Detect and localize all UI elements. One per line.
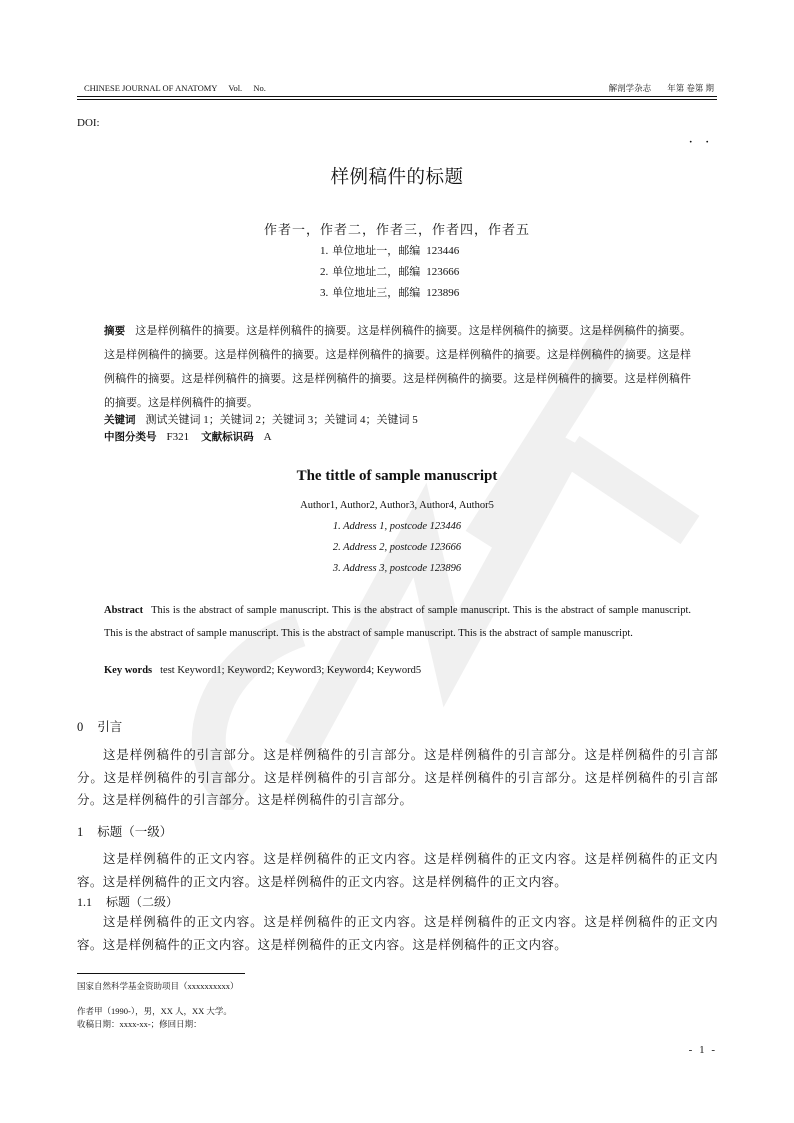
cn-keywords (104, 412, 418, 428)
affiliation-postcode: 123896 (426, 287, 460, 299)
running-header (77, 82, 717, 94)
affiliation-address: 单位地址一，邮编 (332, 245, 421, 257)
cn-abstract (104, 319, 691, 415)
cn-title: 样例稿件的标题 (330, 167, 464, 188)
clc-value: F321 (166, 431, 190, 443)
section-paragraph: 这是样例稿件的正文内容。这是样例稿件的正文内容。这是样例稿件的正文内容。这是样例稿件的正文内容。这是样例稿件的正文内容。这是样例稿件的正文内容。这是样例稿件的正文内容。 (77, 852, 718, 889)
cn-affiliation (320, 242, 459, 258)
footnote-author-bio: 作者甲（1990-），男，XX 人，XX 大学。 (77, 1006, 232, 1016)
en-affiliation: 3. Address 3, postcode 123896 (332, 563, 462, 574)
cn-classification (104, 429, 272, 445)
doc-code-label: 文献标识码 (201, 431, 254, 443)
section-paragraph: 这是样例稿件的引言部分。这是样例稿件的引言部分。这是样例稿件的引言部分。这是样例稿件的引言部分。这是样例稿件的引言部分。这是样例稿件的引言部分。这是样例稿件的引言部分。这是样例稿件的引言部分。这是样例稿件的引言部分。这是样例稿件的引言部分。 (77, 748, 718, 807)
subsection-heading (77, 893, 178, 910)
subsection-paragraph: 这是样例稿件的正文内容。这是样例稿件的正文内容。这是样例稿件的正文内容。这是样例稿件的正文内容。这是样例稿件的正文内容。这是样例稿件的正文内容。这是样例稿件的正文内容。 (77, 915, 718, 952)
header-rule-thick (77, 96, 717, 97)
journal-name-en: CHINESE JOURNAL OF ANATOMY (84, 83, 218, 93)
en-keywords-label: Key words (104, 665, 153, 676)
doi-label: DOI: (77, 117, 100, 129)
cn-affiliation (320, 263, 459, 279)
en-abstract-label: Abstract (104, 605, 144, 616)
affiliation-number: 1. (320, 245, 329, 257)
section-title: 引言 (97, 719, 123, 734)
running-header-right (595, 82, 714, 94)
section-number: 1 (77, 825, 84, 839)
journal-name-cn: 解剖学杂志 (608, 83, 652, 93)
section-title: 标题（一级） (97, 824, 173, 839)
affiliation-number: 3. (320, 287, 329, 299)
section-heading (77, 822, 172, 840)
affiliation-postcode: 123666 (426, 266, 460, 278)
footnote-funding: 国家自然科学基金资助项目（xxxxxxxxxx） (77, 981, 239, 991)
header-rule-thin (77, 99, 717, 100)
en-keywords-text: test Keyword1; Keyword2; Keyword3; Keyword4; Keyword5 (160, 665, 422, 676)
cn-authors: 作者一，作者二，作者三，作者四，作者五 (263, 222, 530, 237)
en-affiliation: 2. Address 2, postcode 123666 (332, 542, 462, 553)
volume-label: Vol. (228, 83, 243, 93)
en-abstract (104, 600, 691, 645)
running-header-left (84, 82, 275, 94)
cn-keywords-label: 关键词 (104, 414, 136, 426)
cn-abstract-text: 这是样例稿件的摘要。这是样例稿件的摘要。这是样例稿件的摘要。这是样例稿件的摘要。这是样例稿件的摘要。这是样例稿件的摘要。这是样例稿件的摘要。这是样例稿件的摘要。这是样例稿件的摘要。这是样例稿件的摘要。这是样例稿件的摘要。这是样例稿件的摘要。这是样例稿件的摘要。这是样例稿件的摘要。这是样例稿件的摘要。这是样例稿件的摘要。这是样例稿件的摘要。 (104, 325, 692, 409)
footnote-rule (77, 973, 245, 974)
en-title: The tittle of sample manuscript (296, 468, 498, 484)
doc-code-value: A (263, 431, 272, 443)
section-number: 0 (77, 720, 84, 734)
en-abstract-text: This is the abstract of sample manuscript. This is the abstract of sample manuscript. This is the abstract of sample manuscript. This is the abstract of sample manuscript. This is the abstract of sample manuscript. This is the abstract of sample manuscript. (104, 605, 691, 639)
en-authors: Author1, Author2, Author3, Author4, Author5 (300, 500, 494, 511)
en-keywords (104, 665, 421, 676)
top-right-marks: · · (688, 136, 714, 148)
affiliation-address: 单位地址二，邮编 (332, 266, 421, 278)
cn-abstract-label: 摘要 (104, 325, 126, 337)
affiliation-number: 2. (320, 266, 329, 278)
affiliation-address: 单位地址三，邮编 (332, 287, 421, 299)
affiliation-postcode: 123446 (426, 245, 460, 257)
issue-info-cn: 年第 卷第 期 (667, 83, 714, 93)
cn-keywords-text: 测试关键词 1；关键词 2；关键词 3；关键词 4；关键词 5 (145, 414, 418, 426)
section-heading (77, 717, 122, 735)
issue-label: No. (253, 83, 266, 93)
cn-affiliation (320, 284, 459, 300)
subsection-number: 1.1 (77, 895, 92, 909)
subsection-title: 标题（二级） (106, 895, 179, 909)
footnote-dates: 收稿日期：xxxx-xx-；修回日期： (77, 1019, 202, 1029)
en-affiliation: 1. Address 1, postcode 123446 (332, 521, 462, 532)
page-number: - 1 - (688, 1044, 717, 1056)
clc-label: 中图分类号 (104, 431, 157, 443)
